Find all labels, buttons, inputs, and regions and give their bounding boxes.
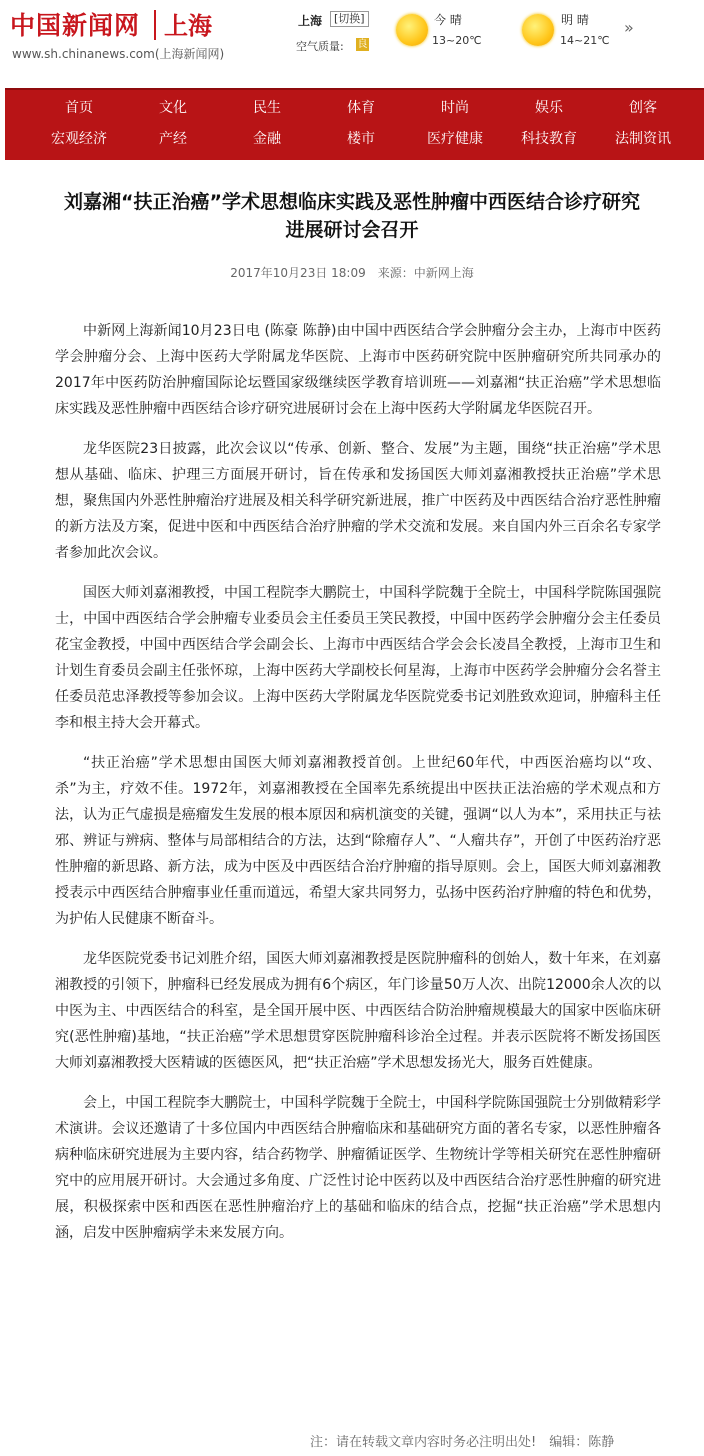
site-header bbox=[0, 0, 704, 84]
article-paragraph: “扶正治癌”学术思想由国医大师刘嘉湘教授首创。上世纪60年代，中西医治癌均以“攻、杀”为主，疗效不佳。1972年，刘嘉湘教授在全国率先系统提出中医扶正法治癌的学术观点和方法，认为正气虚损是癌瘤发生发展的根本原因和病机演变的关键，强调“以人为本”，采用扶正与祛邪、辨证与辨病、整体与局部相结合的方法，达到“除瘤存人”、“人瘤共存”，开创了中医药治疗恶性肿瘤的新思路、新方法，成为中医及中西医结合治疗肿瘤的指导原则。会上，国医大师刘嘉湘教授表示中西医结合肿瘤事业任重而道远，希望大家共同努力，弘扬中医药治疗肿瘤的特色和优势，为护佑人民健康不断奋斗。 bbox=[55, 755, 661, 927]
nav-item-health[interactable]: 医疗健康 bbox=[427, 131, 483, 147]
nav-item-maker[interactable]: 创客 bbox=[629, 100, 657, 116]
weather-tomorrow-temp: 14~21℃ bbox=[560, 34, 610, 47]
article-paragraph: 国医大师刘嘉湘教授，中国工程院李大鹏院士，中国科学院魏于全院士，中国科学院陈国强院士，中国中西医结合学会肿瘤专业委员会主任委员王笑民教授，中国中医药学会肿瘤分会主任委员花宝金教授，中国中西医结合学会副会长、上海市中西医结合学会会长凌昌全教授，上海市卫生和计划生育委员会副主任张怀琼，上海中医药大学副校长何星海，上海市中医药学会肿瘤分会名誉主任委员范忠泽教授等参加会议。上海中医药大学附属龙华医院党委书记刘胜致欢迎词，肿瘤科主任李和根主持大会开幕式。 bbox=[55, 585, 661, 731]
nav-item-culture[interactable]: 文化 bbox=[159, 100, 187, 116]
weather-city: 上海 bbox=[298, 14, 323, 28]
article-paragraph: 中新网上海新闻10月23日电 (陈豪 陈静)由中国中西医结合学会肿瘤分会主办，上海市中医药学会肿瘤分会、上海中医药大学附属龙华医院、上海市中医药研究院中医肿瘤研究所共同承办的2017年中医药防治肿瘤国际论坛暨国家级继续医学教育培训班——刘嘉湘“扶正治癌”学术思想临床实践及恶性肿瘤中西医结合诊疗研究进展研讨会在上海中医药大学附属龙华医院召开。 bbox=[55, 323, 661, 417]
nav-item-fashion[interactable]: 时尚 bbox=[441, 100, 469, 116]
article-title bbox=[0, 188, 704, 244]
weather-today-label: 今 晴 bbox=[434, 13, 462, 27]
city-switch-button[interactable]: [切换] bbox=[330, 11, 369, 27]
weather-today-temp: 13~20℃ bbox=[432, 34, 482, 47]
air-quality-label: 空气质量: bbox=[296, 40, 344, 53]
nav-item-sports[interactable]: 体育 bbox=[347, 100, 375, 116]
air-quality-badge: 良 bbox=[357, 39, 368, 50]
main-nav bbox=[5, 88, 704, 160]
sun-icon bbox=[396, 14, 428, 46]
article-meta: 2017年10月23日 18:09 来源：中新网上海 bbox=[230, 266, 474, 280]
sun-icon bbox=[522, 14, 554, 46]
nav-item-legal[interactable]: 法制资讯 bbox=[615, 131, 671, 147]
nav-item-livelihood[interactable]: 民生 bbox=[253, 100, 281, 116]
nav-item-macro-economy[interactable]: 宏观经济 bbox=[51, 131, 107, 147]
nav-item-real-estate[interactable]: 楼市 bbox=[347, 131, 375, 147]
article-body bbox=[55, 318, 661, 1260]
reprint-note: 注：请在转载文章内容时务必注明出处! 编辑：陈静 bbox=[310, 1435, 615, 1450]
site-logo[interactable]: 中国新闻网 bbox=[10, 11, 141, 40]
article-title-line1: 刘嘉湘“扶正治癌”学术思想临床实践及恶性肿瘤中西医结合诊疗研究 bbox=[64, 191, 640, 213]
article-title-line2: 进展研讨会召开 bbox=[285, 219, 419, 241]
nav-item-tech-education[interactable]: 科技教育 bbox=[521, 131, 577, 147]
nav-item-finance[interactable]: 金融 bbox=[253, 131, 281, 147]
article-paragraph: 龙华医院23日披露，此次会议以“传承、创新、整合、发展”为主题，围绕“扶正治癌”学术思想从基础、临床、护理三方面展开研讨，旨在传承和发扬国医大师刘嘉湘教授扶正治癌”学术思想，聚焦国内外恶性肿瘤治疗进展及相关科学研究新进展，推广中医药及中西医结合治疗恶性肿瘤的新方法及方案，促进中医和中西医结合治疗肿瘤的学术交流和发展。来自国内外三百余名专家学者参加此次会议。 bbox=[55, 441, 661, 561]
nav-item-entertainment[interactable]: 娱乐 bbox=[535, 100, 563, 116]
nav-item-industry[interactable]: 产经 bbox=[159, 131, 187, 147]
logo-divider bbox=[154, 10, 156, 40]
weather-more-icon[interactable]: » bbox=[624, 18, 634, 37]
nav-item-home[interactable]: 首页 bbox=[65, 100, 93, 116]
site-url: www.sh.chinanews.com(上海新闻网) bbox=[12, 47, 225, 61]
weather-tomorrow-label: 明 晴 bbox=[561, 13, 589, 27]
article-paragraph: 会上，中国工程院李大鹏院士，中国科学院魏于全院士，中国科学院陈国强院士分别做精彩学术演讲。会议还邀请了十多位国内中西医结合肿瘤临床和基础研究方面的著名专家，以恶性肿瘤各病种临床研究进展为主要内容，结合药物学、肿瘤循证医学、生物统计学等相关研究在恶性肿瘤研究中的应用展开研讨。大会通过多角度、广泛性讨论中医药以及中西医结合治疗恶性肿瘤的研究进展，积极探索中医和西医在恶性肿瘤治疗上的基础和临床的结合点，挖掘“扶正治癌”学术思想内涵，启发中医肿瘤病学未来发展方向。 bbox=[55, 1095, 661, 1241]
article-paragraph: 龙华医院党委书记刘胜介绍，国医大师刘嘉湘教授是医院肿瘤科的创始人，数十年来，在刘嘉湘教授的引领下，肿瘤科已经发展成为拥有6个病区，年门诊量50万人次、出院12000余人次的以中医为主、中西医结合的科室，是全国开展中医、中西医结合防治肿瘤规模最大的国家中医临床研究(恶性肿瘤)基地，“扶正治癌”学术思想贯穿医院肿瘤科诊治全过程。并表示医院将不断发扬国医大师刘嘉湘教授大医精诚的医德医风，把“扶正治癌”学术思想发扬光大，服务百姓健康。 bbox=[55, 951, 661, 1071]
site-city-name[interactable]: 上海 bbox=[164, 12, 212, 40]
